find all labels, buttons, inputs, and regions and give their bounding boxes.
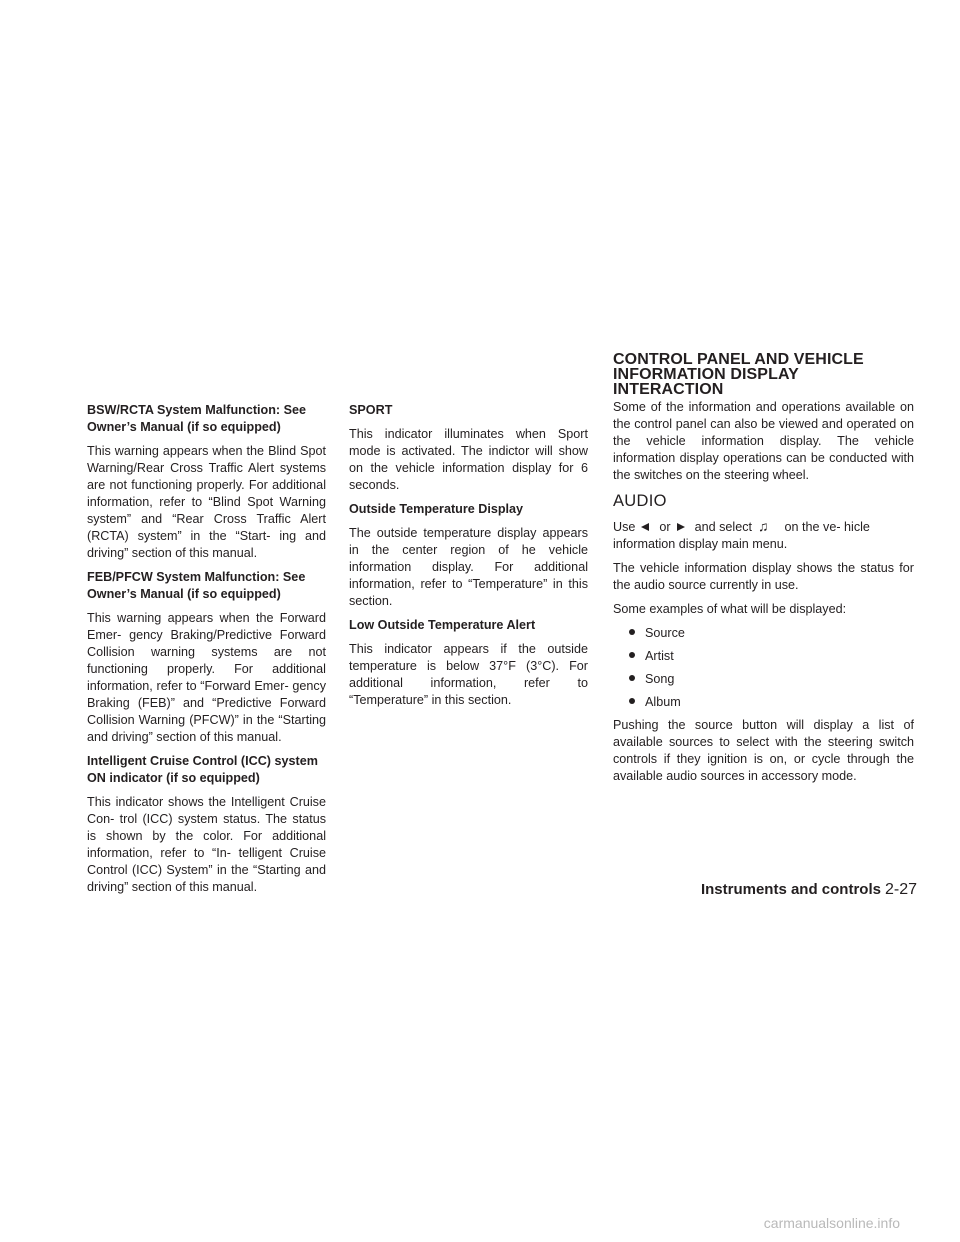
- footer-section-label: Instruments and controls: [700, 881, 881, 898]
- icc-heading: Intelligent Cruise Control (ICC) system ON indicator (if so equipped): [87, 754, 318, 785]
- use-rest: on the ve- hicle information display main menu.: [613, 520, 870, 551]
- section-title: [613, 352, 914, 397]
- sport-heading: SPORT: [349, 403, 393, 417]
- bullet-icon: [629, 698, 635, 704]
- bsw-text: This warning appears when the Blind Spot Warning/Rear Cross Traffic Alert systems are not functioning properly. For additional information, refer to “Blind Spot Warning system” and “Rear Cross Traffic Alert (RCTA) system” in the “Start- ing and driving” section of this manual.: [87, 444, 326, 560]
- right-arrow-icon: [677, 523, 685, 531]
- source-text: Pushing the source button will display a list of available sources to select with the steering switch controls if they ignition is on, or cycle through the available audio sources in accessory mode.: [613, 718, 914, 783]
- examples-list: [613, 625, 914, 711]
- examples-text: Some examples of what will be displayed:: [613, 602, 847, 616]
- outside-temp-text: The outside temperature display appears in the center region of he vehicle information display. For additional information, refer to “Temperature” in this section.: [349, 526, 588, 608]
- sport-text: This indicator illuminates when Sport mode is activated. The indictor will show on the vehicle information display for 6 seconds.: [349, 427, 588, 492]
- audio-instruction: [613, 519, 914, 553]
- page-footer: [701, 880, 917, 900]
- and-select-word: and select: [694, 520, 753, 534]
- bullet-icon: [629, 652, 635, 658]
- list-item: Album: [629, 694, 914, 711]
- left-arrow-icon: [641, 523, 649, 531]
- low-temp-text: This indicator appears if the outside temperature is below 37°F (3°C). For additional information, refer to “Temperature” in this section.: [349, 642, 588, 707]
- list-item: Song: [629, 671, 914, 688]
- column-middle: [349, 402, 588, 716]
- page-number: 2-27: [884, 881, 917, 898]
- section-title-line-2: INFORMATION DISPLAY: [613, 366, 799, 383]
- list-item: Artist: [629, 648, 914, 665]
- column-right: [613, 352, 914, 792]
- bullet-icon: [629, 675, 635, 681]
- intro-text: Some of the information and operations available on the control panel can also be viewed and operated on the vehicle information display. The vehicle information display operations can be conducted with the switches on the steering wheel.: [613, 400, 914, 482]
- section-title-line-3: INTERACTION: [613, 381, 724, 398]
- outside-temp-heading: Outside Temperature Display: [349, 502, 524, 516]
- status-text: The vehicle information display shows the status for the audio source currently in use.: [613, 561, 914, 592]
- audio-title: AUDIO: [613, 492, 667, 510]
- music-note-icon: ♫: [758, 518, 769, 534]
- bullet-icon: [629, 629, 635, 635]
- feb-text: This warning appears when the Forward Emer- gency Braking/Predictive Forward Collision warning systems are not functioning properly. For additional information, refer to “Forward Emer- gency Braking (FEB)” and “Predictive Forward Collision Warning (PFCW)” in the “Starting and driving” section of this manual.: [87, 611, 326, 744]
- watermark: carmanualsonline.info: [0, 1205, 960, 1242]
- section-title-line-1: CONTROL PANEL AND VEHICLE: [613, 351, 864, 368]
- use-word: Use: [613, 520, 636, 534]
- list-item: Source: [629, 625, 914, 642]
- bsw-heading: BSW/RCTA System Malfunction: See Owner’s Manual (if so equipped): [87, 403, 307, 434]
- low-temp-heading: Low Outside Temperature Alert: [349, 618, 536, 632]
- feb-heading: FEB/PFCW System Malfunction: See Owner’s Manual (if so equipped): [87, 570, 306, 601]
- column-left: [87, 402, 326, 903]
- icc-text: This indicator shows the Intelligent Cruise Con- trol (ICC) system status. The status is shown by the color. For additional information, refer to “In- telligent Cruise Control (ICC) System” in the “Starting and driving” section of this manual.: [87, 795, 326, 894]
- or-word: or: [659, 520, 671, 534]
